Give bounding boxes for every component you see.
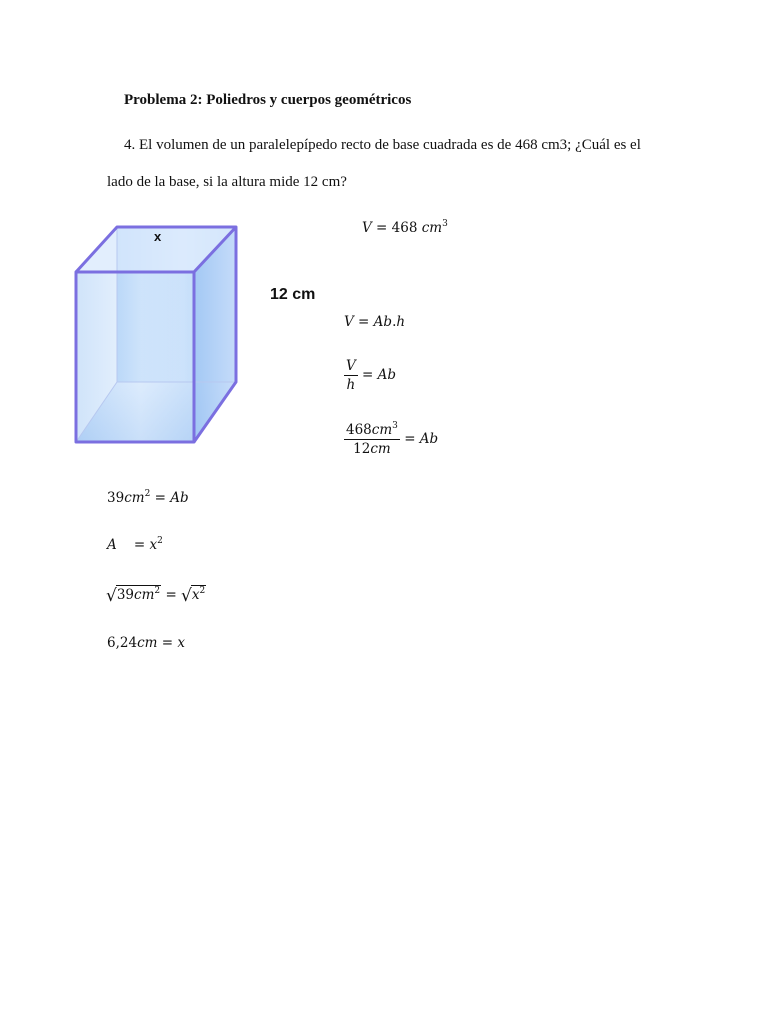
height-label: 12 cm xyxy=(270,286,316,303)
equation-area-from-volume: $\frac{V}{h}$ = Ab xyxy=(346,358,397,393)
equation-substitution: $\frac{468cm^3}{12cm}$ = Ab xyxy=(346,421,439,457)
prism-figure xyxy=(70,222,245,448)
problem-heading: Problema 2: Poliedros y cuerpos geométricos xyxy=(124,92,412,108)
equation-result: 6,24cm = x xyxy=(107,635,185,651)
question-line-2: lado de la base, si la altura mide 12 cm? xyxy=(107,174,347,190)
side-x-label: x xyxy=(154,229,162,244)
equation-volume: V = 468 $cm^3$ xyxy=(362,219,448,236)
question-line-1: 4. El volumen de un paralelepípedo recto de base cuadrada es de 468 cm3; ¿Cuál es el xyxy=(124,137,641,153)
equation-square-root: $√39cm^2 = √x^2$ xyxy=(106,586,206,606)
equation-square-area: A = $x^2$ xyxy=(107,536,163,553)
equation-base-area: $39cm^2 = Ab$ xyxy=(107,489,189,506)
equation-volume-formula: V = Ab.h xyxy=(344,314,406,330)
